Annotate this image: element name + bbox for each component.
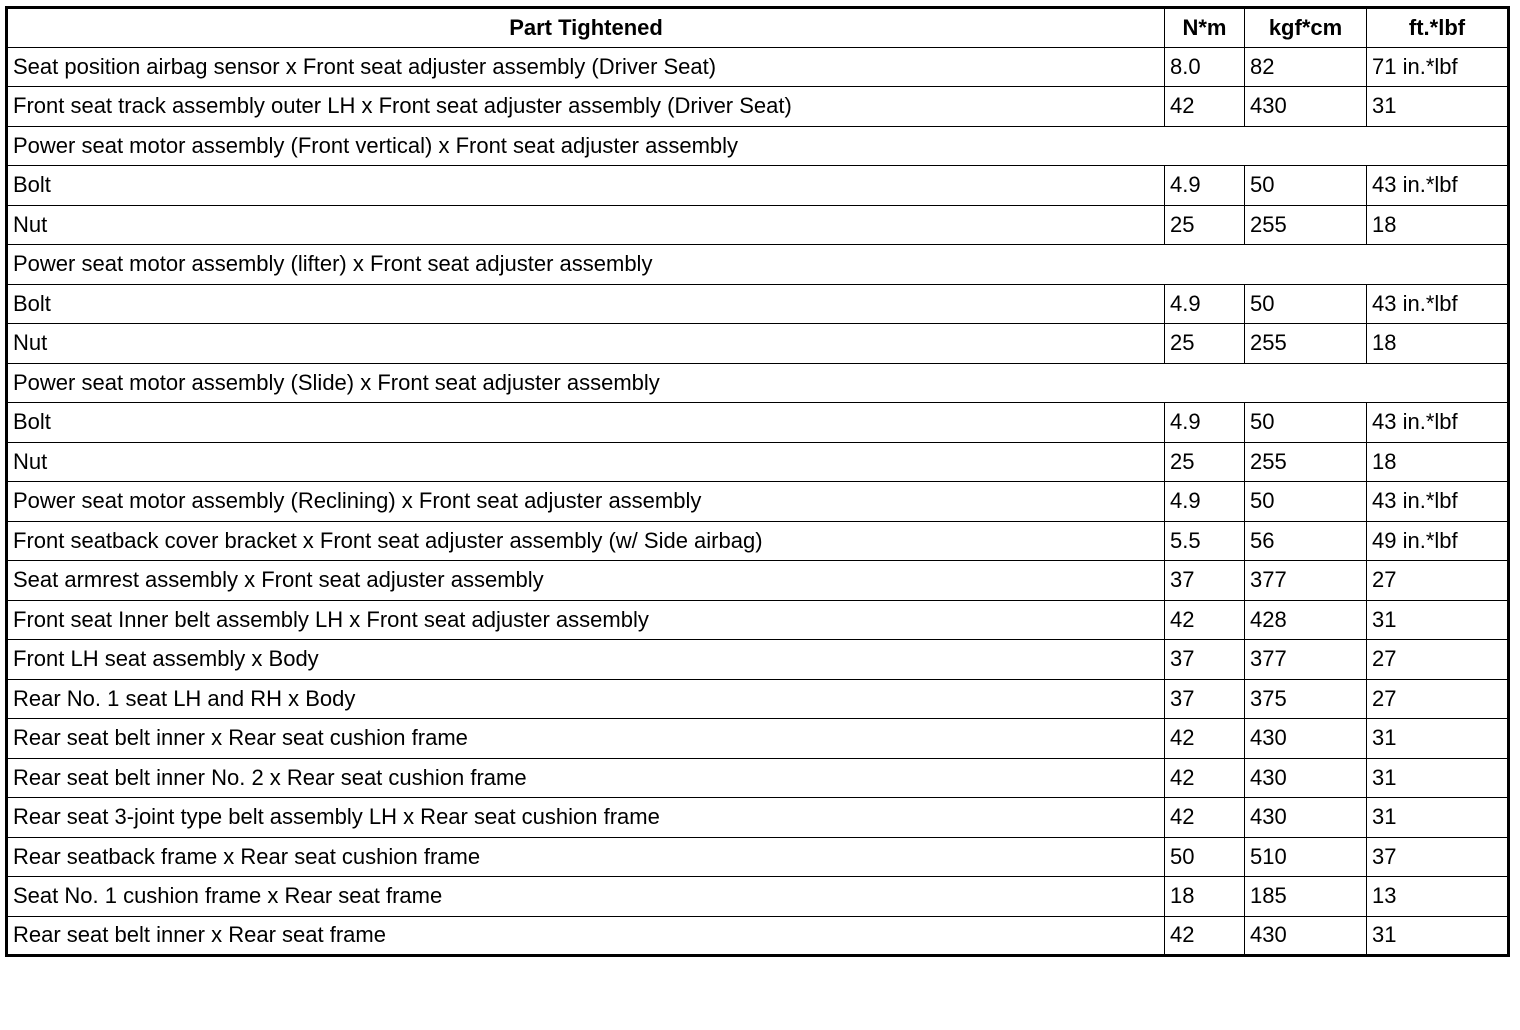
part-cell: Rear seat belt inner No. 2 x Rear seat cushion frame xyxy=(7,758,1165,798)
table-row xyxy=(7,916,1509,956)
part-cell: Front seat Inner belt assembly LH x Front seat adjuster assembly xyxy=(7,600,1165,640)
table-header-row xyxy=(7,8,1509,48)
table-row xyxy=(7,47,1509,87)
ft-lbf-cell: 49 in.*lbf xyxy=(1367,521,1509,561)
part-cell: Rear seat 3-joint type belt assembly LH x Rear seat cushion frame xyxy=(7,798,1165,838)
nm-cell: 37 xyxy=(1165,640,1245,680)
table-row xyxy=(7,719,1509,759)
table-row xyxy=(7,205,1509,245)
nm-cell: 8.0 xyxy=(1165,47,1245,87)
ft-lbf-cell: 31 xyxy=(1367,87,1509,127)
table-row xyxy=(7,679,1509,719)
kgf-cm-cell: 50 xyxy=(1245,482,1367,522)
nm-cell: 4.9 xyxy=(1165,403,1245,443)
nm-cell: 4.9 xyxy=(1165,166,1245,206)
kgf-cm-cell: 50 xyxy=(1245,403,1367,443)
part-cell: Rear seat belt inner x Rear seat cushion frame xyxy=(7,719,1165,759)
table-row xyxy=(7,561,1509,601)
kgf-cm-cell: 430 xyxy=(1245,87,1367,127)
nm-cell: 42 xyxy=(1165,87,1245,127)
table-row xyxy=(7,482,1509,522)
nm-cell: 25 xyxy=(1165,324,1245,364)
part-cell: Bolt xyxy=(7,403,1165,443)
kgf-cm-cell: 255 xyxy=(1245,442,1367,482)
kgf-cm-cell: 50 xyxy=(1245,284,1367,324)
kgf-cm-cell: 428 xyxy=(1245,600,1367,640)
kgf-cm-cell: 255 xyxy=(1245,205,1367,245)
ft-lbf-cell: 43 in.*lbf xyxy=(1367,482,1509,522)
table-group-row xyxy=(7,363,1509,403)
nm-cell: 42 xyxy=(1165,916,1245,956)
part-cell: Front seat track assembly outer LH x Front seat adjuster assembly (Driver Seat) xyxy=(7,87,1165,127)
nm-cell: 37 xyxy=(1165,679,1245,719)
nm-cell: 4.9 xyxy=(1165,284,1245,324)
kgf-cm-cell: 430 xyxy=(1245,916,1367,956)
ft-lbf-cell: 18 xyxy=(1367,442,1509,482)
kgf-cm-cell: 82 xyxy=(1245,47,1367,87)
ft-lbf-cell: 13 xyxy=(1367,877,1509,917)
header-ft-lbf: ft.*lbf xyxy=(1367,8,1509,48)
nm-cell: 50 xyxy=(1165,837,1245,877)
part-cell: Nut xyxy=(7,205,1165,245)
table-row xyxy=(7,521,1509,561)
table-group-row xyxy=(7,126,1509,166)
part-cell: Seat position airbag sensor x Front seat adjuster assembly (Driver Seat) xyxy=(7,47,1165,87)
table-row xyxy=(7,600,1509,640)
table-row xyxy=(7,403,1509,443)
nm-cell: 42 xyxy=(1165,600,1245,640)
ft-lbf-cell: 37 xyxy=(1367,837,1509,877)
group-heading-cell: Power seat motor assembly (Slide) x Front seat adjuster assembly xyxy=(7,363,1509,403)
part-cell: Power seat motor assembly (Reclining) x Front seat adjuster assembly xyxy=(7,482,1165,522)
group-heading-cell: Power seat motor assembly (lifter) x Front seat adjuster assembly xyxy=(7,245,1509,285)
ft-lbf-cell: 31 xyxy=(1367,758,1509,798)
group-heading-cell: Power seat motor assembly (Front vertical) x Front seat adjuster assembly xyxy=(7,126,1509,166)
kgf-cm-cell: 56 xyxy=(1245,521,1367,561)
ft-lbf-cell: 31 xyxy=(1367,600,1509,640)
part-cell: Seat No. 1 cushion frame x Rear seat frame xyxy=(7,877,1165,917)
nm-cell: 5.5 xyxy=(1165,521,1245,561)
ft-lbf-cell: 31 xyxy=(1367,719,1509,759)
ft-lbf-cell: 31 xyxy=(1367,798,1509,838)
ft-lbf-cell: 27 xyxy=(1367,679,1509,719)
nm-cell: 4.9 xyxy=(1165,482,1245,522)
part-cell: Nut xyxy=(7,442,1165,482)
ft-lbf-cell: 43 in.*lbf xyxy=(1367,166,1509,206)
table-row xyxy=(7,877,1509,917)
ft-lbf-cell: 43 in.*lbf xyxy=(1367,403,1509,443)
ft-lbf-cell: 27 xyxy=(1367,640,1509,680)
kgf-cm-cell: 430 xyxy=(1245,758,1367,798)
part-cell: Nut xyxy=(7,324,1165,364)
kgf-cm-cell: 50 xyxy=(1245,166,1367,206)
ft-lbf-cell: 43 in.*lbf xyxy=(1367,284,1509,324)
torque-spec-table xyxy=(5,6,1510,957)
kgf-cm-cell: 375 xyxy=(1245,679,1367,719)
header-nm: N*m xyxy=(1165,8,1245,48)
table-row xyxy=(7,284,1509,324)
table-row xyxy=(7,758,1509,798)
kgf-cm-cell: 510 xyxy=(1245,837,1367,877)
kgf-cm-cell: 377 xyxy=(1245,640,1367,680)
header-kgf-cm: kgf*cm xyxy=(1245,8,1367,48)
part-cell: Rear seat belt inner x Rear seat frame xyxy=(7,916,1165,956)
part-cell: Seat armrest assembly x Front seat adjuster assembly xyxy=(7,561,1165,601)
table-body xyxy=(7,47,1509,956)
table-row xyxy=(7,640,1509,680)
kgf-cm-cell: 430 xyxy=(1245,798,1367,838)
ft-lbf-cell: 71 in.*lbf xyxy=(1367,47,1509,87)
table-row xyxy=(7,798,1509,838)
nm-cell: 37 xyxy=(1165,561,1245,601)
ft-lbf-cell: 31 xyxy=(1367,916,1509,956)
table-group-row xyxy=(7,245,1509,285)
part-cell: Rear seatback frame x Rear seat cushion frame xyxy=(7,837,1165,877)
kgf-cm-cell: 255 xyxy=(1245,324,1367,364)
table-row xyxy=(7,442,1509,482)
nm-cell: 42 xyxy=(1165,798,1245,838)
nm-cell: 25 xyxy=(1165,205,1245,245)
ft-lbf-cell: 18 xyxy=(1367,324,1509,364)
part-cell: Front seatback cover bracket x Front seat adjuster assembly (w/ Side airbag) xyxy=(7,521,1165,561)
part-cell: Front LH seat assembly x Body xyxy=(7,640,1165,680)
nm-cell: 25 xyxy=(1165,442,1245,482)
table-row xyxy=(7,837,1509,877)
nm-cell: 42 xyxy=(1165,758,1245,798)
kgf-cm-cell: 377 xyxy=(1245,561,1367,601)
part-cell: Bolt xyxy=(7,166,1165,206)
nm-cell: 18 xyxy=(1165,877,1245,917)
header-part-tightened: Part Tightened xyxy=(7,8,1165,48)
table-row xyxy=(7,324,1509,364)
ft-lbf-cell: 27 xyxy=(1367,561,1509,601)
table-row xyxy=(7,87,1509,127)
table-row xyxy=(7,166,1509,206)
kgf-cm-cell: 185 xyxy=(1245,877,1367,917)
part-cell: Bolt xyxy=(7,284,1165,324)
nm-cell: 42 xyxy=(1165,719,1245,759)
ft-lbf-cell: 18 xyxy=(1367,205,1509,245)
part-cell: Rear No. 1 seat LH and RH x Body xyxy=(7,679,1165,719)
kgf-cm-cell: 430 xyxy=(1245,719,1367,759)
